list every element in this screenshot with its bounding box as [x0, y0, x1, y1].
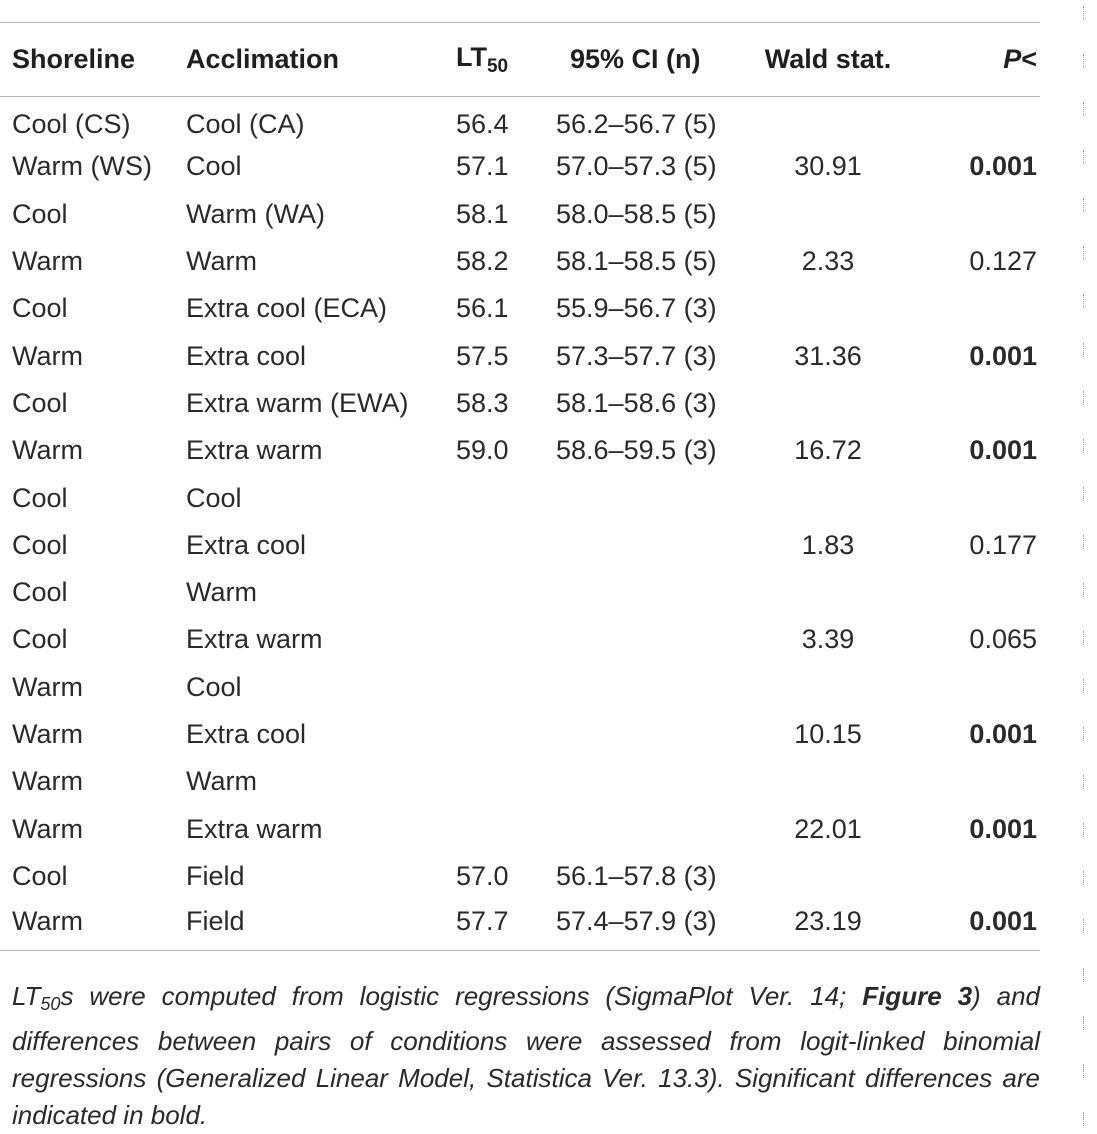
cell-shoreline: Cool	[12, 529, 68, 560]
margin-mark	[1083, 439, 1086, 453]
cell-shoreline: Cool	[12, 293, 68, 324]
table-row	[0, 522, 1040, 569]
cell-shoreline: Cool	[12, 482, 68, 513]
cell-acclimation: Cool (CA)	[186, 109, 305, 140]
table-row	[0, 285, 1040, 332]
cell-shoreline: Warm	[12, 719, 83, 749]
cell-shoreline: Warm	[12, 813, 83, 844]
cell-ci: 58.1–58.6 (3)	[556, 387, 717, 418]
cell-p-value: 0.001	[969, 151, 1037, 182]
cell-ci	[556, 474, 746, 521]
margin-mark	[1083, 1112, 1086, 1126]
margin-mark	[1083, 294, 1086, 308]
table-row	[0, 758, 1040, 805]
cell-ci	[556, 616, 746, 663]
cell-wald	[746, 474, 910, 521]
cell-wald	[746, 664, 910, 711]
cell-wald	[746, 191, 910, 238]
cell-shoreline: Cool	[12, 577, 68, 608]
cell-lt50: 58.2	[456, 246, 509, 277]
margin-mark	[1083, 54, 1086, 68]
cell-p-value	[910, 758, 1040, 805]
cell-lt50	[456, 664, 556, 711]
cell-acclimation: Extra warm	[186, 624, 323, 655]
cell-acclimation: Cool	[186, 151, 242, 182]
cell-shoreline: Warm	[12, 435, 83, 466]
cell-acclimation: Extra warm	[186, 435, 323, 466]
cell-lt50	[456, 805, 556, 852]
cell-wald: 31.36	[794, 340, 862, 371]
margin-mark	[1083, 246, 1086, 260]
cell-ci	[556, 522, 746, 569]
cell-p-value	[910, 853, 1040, 900]
table-body	[0, 96, 1040, 950]
table-row	[0, 427, 1040, 474]
caption-lt-subscript: 50	[40, 994, 61, 1014]
cell-wald	[746, 96, 910, 143]
cell-p-value	[910, 191, 1040, 238]
cell-acclimation: Warm (WA)	[186, 198, 325, 229]
header-wald: Wald stat.	[746, 24, 910, 96]
cell-shoreline: Warm	[12, 671, 83, 702]
table-row	[0, 238, 1040, 285]
table-row	[0, 332, 1040, 379]
cell-lt50: 57.1	[456, 151, 509, 182]
cell-shoreline: Cool	[12, 198, 68, 229]
cell-wald	[746, 569, 910, 616]
margin-mark	[1083, 968, 1086, 982]
cell-ci	[556, 805, 746, 852]
header-lt50-main: LT	[456, 41, 487, 72]
table-row	[0, 664, 1040, 711]
margin-mark	[1083, 919, 1086, 933]
cell-wald	[746, 285, 910, 332]
margin-mark	[1083, 775, 1086, 789]
cell-shoreline: Warm	[12, 766, 83, 797]
cell-p-value	[910, 569, 1040, 616]
cell-lt50: 59.0	[456, 435, 509, 466]
cell-ci: 58.6–59.5 (3)	[556, 435, 717, 466]
cell-wald: 23.19	[746, 900, 910, 950]
cell-acclimation: Warm	[186, 577, 257, 608]
cell-p-value	[910, 474, 1040, 521]
cell-p-value: 0.001	[969, 719, 1037, 749]
caption-part2: ) and differences between pairs of conditions were assessed from logit-linked binomial regressions (Generalized Linear Model, Statistica Ver. 13.3). Significant differences are indicated in bold.	[12, 981, 1041, 1130]
cell-wald: 10.15	[794, 719, 862, 749]
margin-mark	[1083, 727, 1086, 741]
cell-acclimation: Extra cool	[186, 340, 307, 371]
cell-p-value: 0.127	[969, 246, 1037, 277]
margin-mark	[1083, 343, 1086, 357]
cell-acclimation: Extra cool	[186, 529, 307, 560]
cell-acclimation: Cool	[186, 671, 242, 702]
cell-shoreline: Cool	[12, 624, 68, 655]
margin-mark	[1083, 823, 1086, 837]
cell-wald: 2.33	[801, 246, 855, 277]
cell-wald: 22.01	[794, 813, 862, 844]
header-p-suffix: <	[1021, 44, 1037, 75]
table-top-rule	[0, 22, 1040, 23]
table-row	[0, 711, 1040, 758]
cell-wald: 1.83	[801, 529, 855, 560]
cell-lt50: 56.4	[456, 109, 509, 140]
cell-p-value	[910, 664, 1040, 711]
cell-p-value: 0.001	[969, 813, 1037, 844]
cell-p-value	[910, 285, 1040, 332]
cell-ci: 57.4–57.9 (3)	[556, 900, 746, 950]
header-lt50	[456, 24, 556, 96]
caption-lt-main: LT	[12, 981, 41, 1011]
cell-acclimation: Field	[186, 860, 245, 891]
header-p-value	[910, 24, 1040, 96]
table-row	[0, 143, 1040, 190]
caption-part1: s were computed from logistic regressions (SigmaPlot Ver. 14;	[60, 981, 863, 1011]
header-shoreline: Shoreline	[0, 24, 186, 96]
header-ci: 95% CI (n)	[556, 24, 746, 96]
cell-ci: 55.9–56.7 (3)	[556, 293, 717, 324]
margin-mark	[1083, 583, 1086, 597]
margin-mark	[1083, 679, 1086, 693]
table-row	[0, 191, 1040, 238]
cell-p-value: 0.177	[969, 529, 1037, 560]
cell-ci	[556, 569, 746, 616]
cell-ci	[556, 711, 746, 758]
table-header-row	[0, 24, 1040, 96]
cell-acclimation: Extra warm (EWA)	[186, 387, 409, 418]
table-row	[0, 900, 1040, 950]
cell-lt50	[456, 616, 556, 663]
cell-shoreline: Cool	[12, 387, 68, 418]
table-row	[0, 380, 1040, 427]
table-row	[0, 569, 1040, 616]
cell-acclimation: Extra cool (ECA)	[186, 293, 388, 324]
table-row	[0, 474, 1040, 521]
table-row	[0, 853, 1040, 900]
margin-mark	[1083, 1064, 1086, 1078]
cell-shoreline: Warm	[12, 246, 83, 277]
cell-ci	[556, 758, 746, 805]
cell-ci: 56.1–57.8 (3)	[556, 860, 717, 891]
header-acclimation: Acclimation	[186, 24, 456, 96]
cell-ci	[556, 664, 746, 711]
cell-wald	[746, 853, 910, 900]
cell-p-value	[910, 380, 1040, 427]
cell-shoreline: Cool (CS)	[12, 109, 131, 140]
cell-p-value: 0.065	[969, 624, 1037, 655]
cell-wald: 30.91	[794, 151, 862, 182]
header-p-letter: P	[1003, 44, 1022, 75]
margin-mark	[1083, 198, 1086, 212]
lt50-results-table	[0, 24, 1040, 951]
cell-p-value: 0.001	[969, 340, 1037, 371]
margin-mark	[1083, 102, 1086, 116]
cell-ci: 58.0–58.5 (5)	[556, 198, 717, 229]
cell-shoreline: Cool	[12, 860, 68, 891]
cell-lt50: 58.3	[456, 387, 509, 418]
margin-mark	[1083, 150, 1086, 164]
cell-lt50	[456, 758, 556, 805]
cell-wald: 3.39	[801, 624, 855, 655]
cell-wald	[746, 758, 910, 805]
cell-lt50: 57.5	[456, 340, 509, 371]
cell-acclimation: Warm	[186, 246, 257, 277]
cell-lt50	[456, 711, 556, 758]
margin-mark	[1083, 391, 1086, 405]
cell-lt50: 58.1	[456, 198, 509, 229]
cell-lt50	[456, 522, 556, 569]
caption-figure-link[interactable]: Figure 3	[862, 981, 973, 1011]
cell-ci: 57.3–57.7 (3)	[556, 340, 717, 371]
cell-acclimation: Extra cool	[186, 719, 307, 749]
cell-lt50: 57.7	[456, 900, 556, 950]
cell-p-value	[910, 96, 1040, 143]
cell-lt50: 57.0	[456, 860, 509, 891]
margin-mark	[1083, 535, 1086, 549]
cell-acclimation: Field	[186, 900, 456, 950]
table-row	[0, 805, 1040, 852]
cell-p-value: 0.001	[910, 900, 1040, 950]
cell-shoreline: Warm	[0, 900, 186, 950]
header-lt50-subscript: 50	[486, 55, 509, 77]
cell-ci: 56.2–56.7 (5)	[556, 109, 717, 140]
margin-mark	[1083, 631, 1086, 645]
margin-marks	[1083, 6, 1089, 1126]
cell-p-value: 0.001	[969, 435, 1037, 466]
cell-shoreline: Warm (WS)	[12, 151, 152, 182]
cell-acclimation: Cool	[186, 482, 242, 513]
cell-lt50	[456, 569, 556, 616]
cell-ci: 58.1–58.5 (5)	[556, 246, 717, 277]
cell-lt50: 56.1	[456, 293, 509, 324]
cell-ci: 57.0–57.3 (5)	[556, 151, 717, 182]
margin-mark	[1083, 487, 1086, 501]
table-caption	[12, 978, 1040, 1134]
cell-acclimation: Extra warm	[186, 813, 323, 844]
cell-wald	[746, 380, 910, 427]
margin-mark	[1083, 871, 1086, 885]
margin-mark	[1083, 6, 1086, 20]
table-row	[0, 616, 1040, 663]
margin-mark	[1083, 1016, 1086, 1030]
table-row	[0, 96, 1040, 143]
cell-lt50	[456, 474, 556, 521]
cell-wald: 16.72	[794, 435, 862, 466]
cell-acclimation: Warm	[186, 766, 257, 797]
cell-shoreline: Warm	[12, 340, 83, 371]
